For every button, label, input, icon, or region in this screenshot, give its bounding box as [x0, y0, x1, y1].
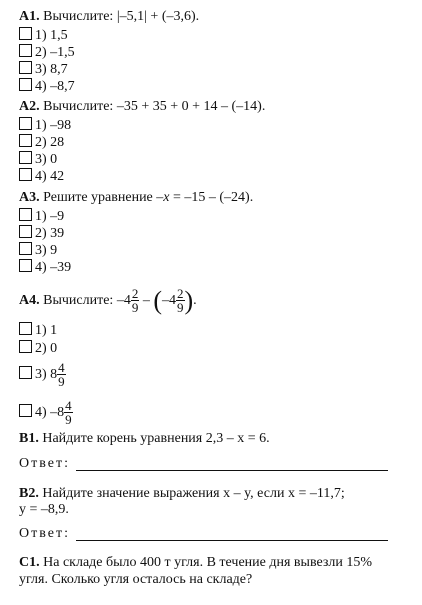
question-number: В1. [19, 431, 39, 446]
question-number: С1. [19, 555, 40, 570]
question-text: Вычислите: –35 + 35 + 0 + 14 – (–14). [43, 99, 266, 114]
checkbox[interactable] [19, 117, 32, 130]
checkbox[interactable] [19, 168, 32, 181]
checkbox[interactable] [19, 225, 32, 238]
checkbox[interactable] [19, 78, 32, 91]
question-text-continued: угля. Сколько угля осталось на складе? [19, 572, 253, 587]
minus-sign: – [142, 293, 150, 308]
option-label: 4) 42 [35, 169, 65, 184]
option-a3-1[interactable] [19, 208, 64, 222]
option-label: 4) –39 [35, 260, 72, 275]
option-a1-4[interactable] [19, 78, 75, 92]
option-label: 2) 0 [35, 341, 58, 356]
checkbox[interactable] [19, 404, 32, 417]
option-label: 2) –1,5 [35, 45, 75, 60]
option-label: 2) 28 [35, 135, 65, 150]
question-text: Вычислите: –4 [43, 293, 131, 308]
question-b2 [19, 486, 345, 502]
question-text: Найдите корень уравнения 2,3 – x = 6. [42, 431, 270, 446]
period: . [193, 293, 197, 308]
option-a1-3[interactable] [19, 61, 68, 75]
option-a3-2[interactable] [19, 225, 64, 239]
answer-field-b1[interactable] [76, 470, 388, 471]
question-text-continued: y = –8,9. [19, 502, 69, 517]
checkbox[interactable] [19, 208, 32, 221]
option-label: 3) 0 [35, 152, 58, 167]
option-a2-4[interactable] [19, 168, 64, 182]
option-a2-1[interactable] [19, 117, 71, 131]
option-label: 3) 8,7 [35, 62, 68, 77]
fraction: $\frac{2}{9}$ [177, 286, 184, 316]
question-text: = –15 – (–24). [169, 190, 254, 205]
answer-field-b2[interactable] [76, 540, 388, 541]
option-a1-2[interactable] [19, 44, 75, 58]
fraction: $\frac{2}{9}$ [131, 286, 139, 316]
option-a3-4[interactable] [19, 259, 71, 273]
question-text: На складе было 400 т угля. В течение дня вывезли 15% [43, 555, 373, 570]
answer-label: Ответ: [19, 526, 70, 541]
question-text: Найдите значение выражения x – y, если x = –11,7; [42, 486, 345, 501]
question-number: А1. [19, 9, 40, 24]
checkbox[interactable] [19, 366, 32, 379]
answer-label: Ответ: [19, 456, 70, 471]
option-label: 3) 9 [35, 243, 58, 258]
option-label: 1) –9 [35, 209, 65, 224]
question-a3 [19, 190, 253, 206]
option-a2-3[interactable] [19, 151, 57, 165]
option-a4-3[interactable] [19, 358, 66, 392]
option-label: 4) –8,7 [35, 79, 75, 94]
inner-whole: –4 [162, 293, 176, 308]
question-a4 [19, 281, 197, 321]
close-paren: ) [184, 285, 194, 315]
checkbox[interactable] [19, 134, 32, 147]
checkbox[interactable] [19, 61, 32, 74]
checkbox[interactable] [19, 44, 32, 57]
checkbox[interactable] [19, 27, 32, 40]
question-text: Вычислите: |–5,1| + (–3,6). [43, 9, 200, 24]
open-paren: ( [153, 285, 162, 315]
question-number: А2. [19, 99, 40, 114]
variable-x: x [163, 190, 170, 205]
option-a2-2[interactable] [19, 134, 64, 148]
option-a4-1[interactable] [19, 322, 57, 336]
fraction: $\frac{4}{9}$ [58, 360, 65, 390]
option-label: 1) 1,5 [35, 28, 68, 43]
question-number: А4. [19, 293, 40, 308]
checkbox[interactable] [19, 151, 32, 164]
option-label: 1) –98 [35, 118, 72, 133]
option-a4-4[interactable] [19, 396, 73, 430]
checkbox[interactable] [19, 242, 32, 255]
question-c1 [19, 555, 372, 571]
question-number: В2. [19, 486, 39, 501]
question-b1 [19, 431, 270, 447]
checkbox[interactable] [19, 340, 32, 353]
option-label: 2) 39 [35, 226, 65, 241]
option-label: 1) 1 [35, 323, 58, 338]
question-a1 [19, 9, 199, 25]
checkbox[interactable] [19, 322, 32, 335]
option-a1-1[interactable] [19, 27, 68, 41]
question-number: А3. [19, 190, 40, 205]
question-a2 [19, 99, 265, 115]
option-label: 3) 8 [35, 367, 58, 382]
option-a3-3[interactable] [19, 242, 57, 256]
question-text: Решите уравнение – [43, 190, 164, 205]
option-a4-2[interactable] [19, 340, 57, 354]
checkbox[interactable] [19, 259, 32, 272]
option-label: 4) –8 [35, 405, 65, 420]
fraction: $\frac{4}{9}$ [65, 398, 72, 428]
